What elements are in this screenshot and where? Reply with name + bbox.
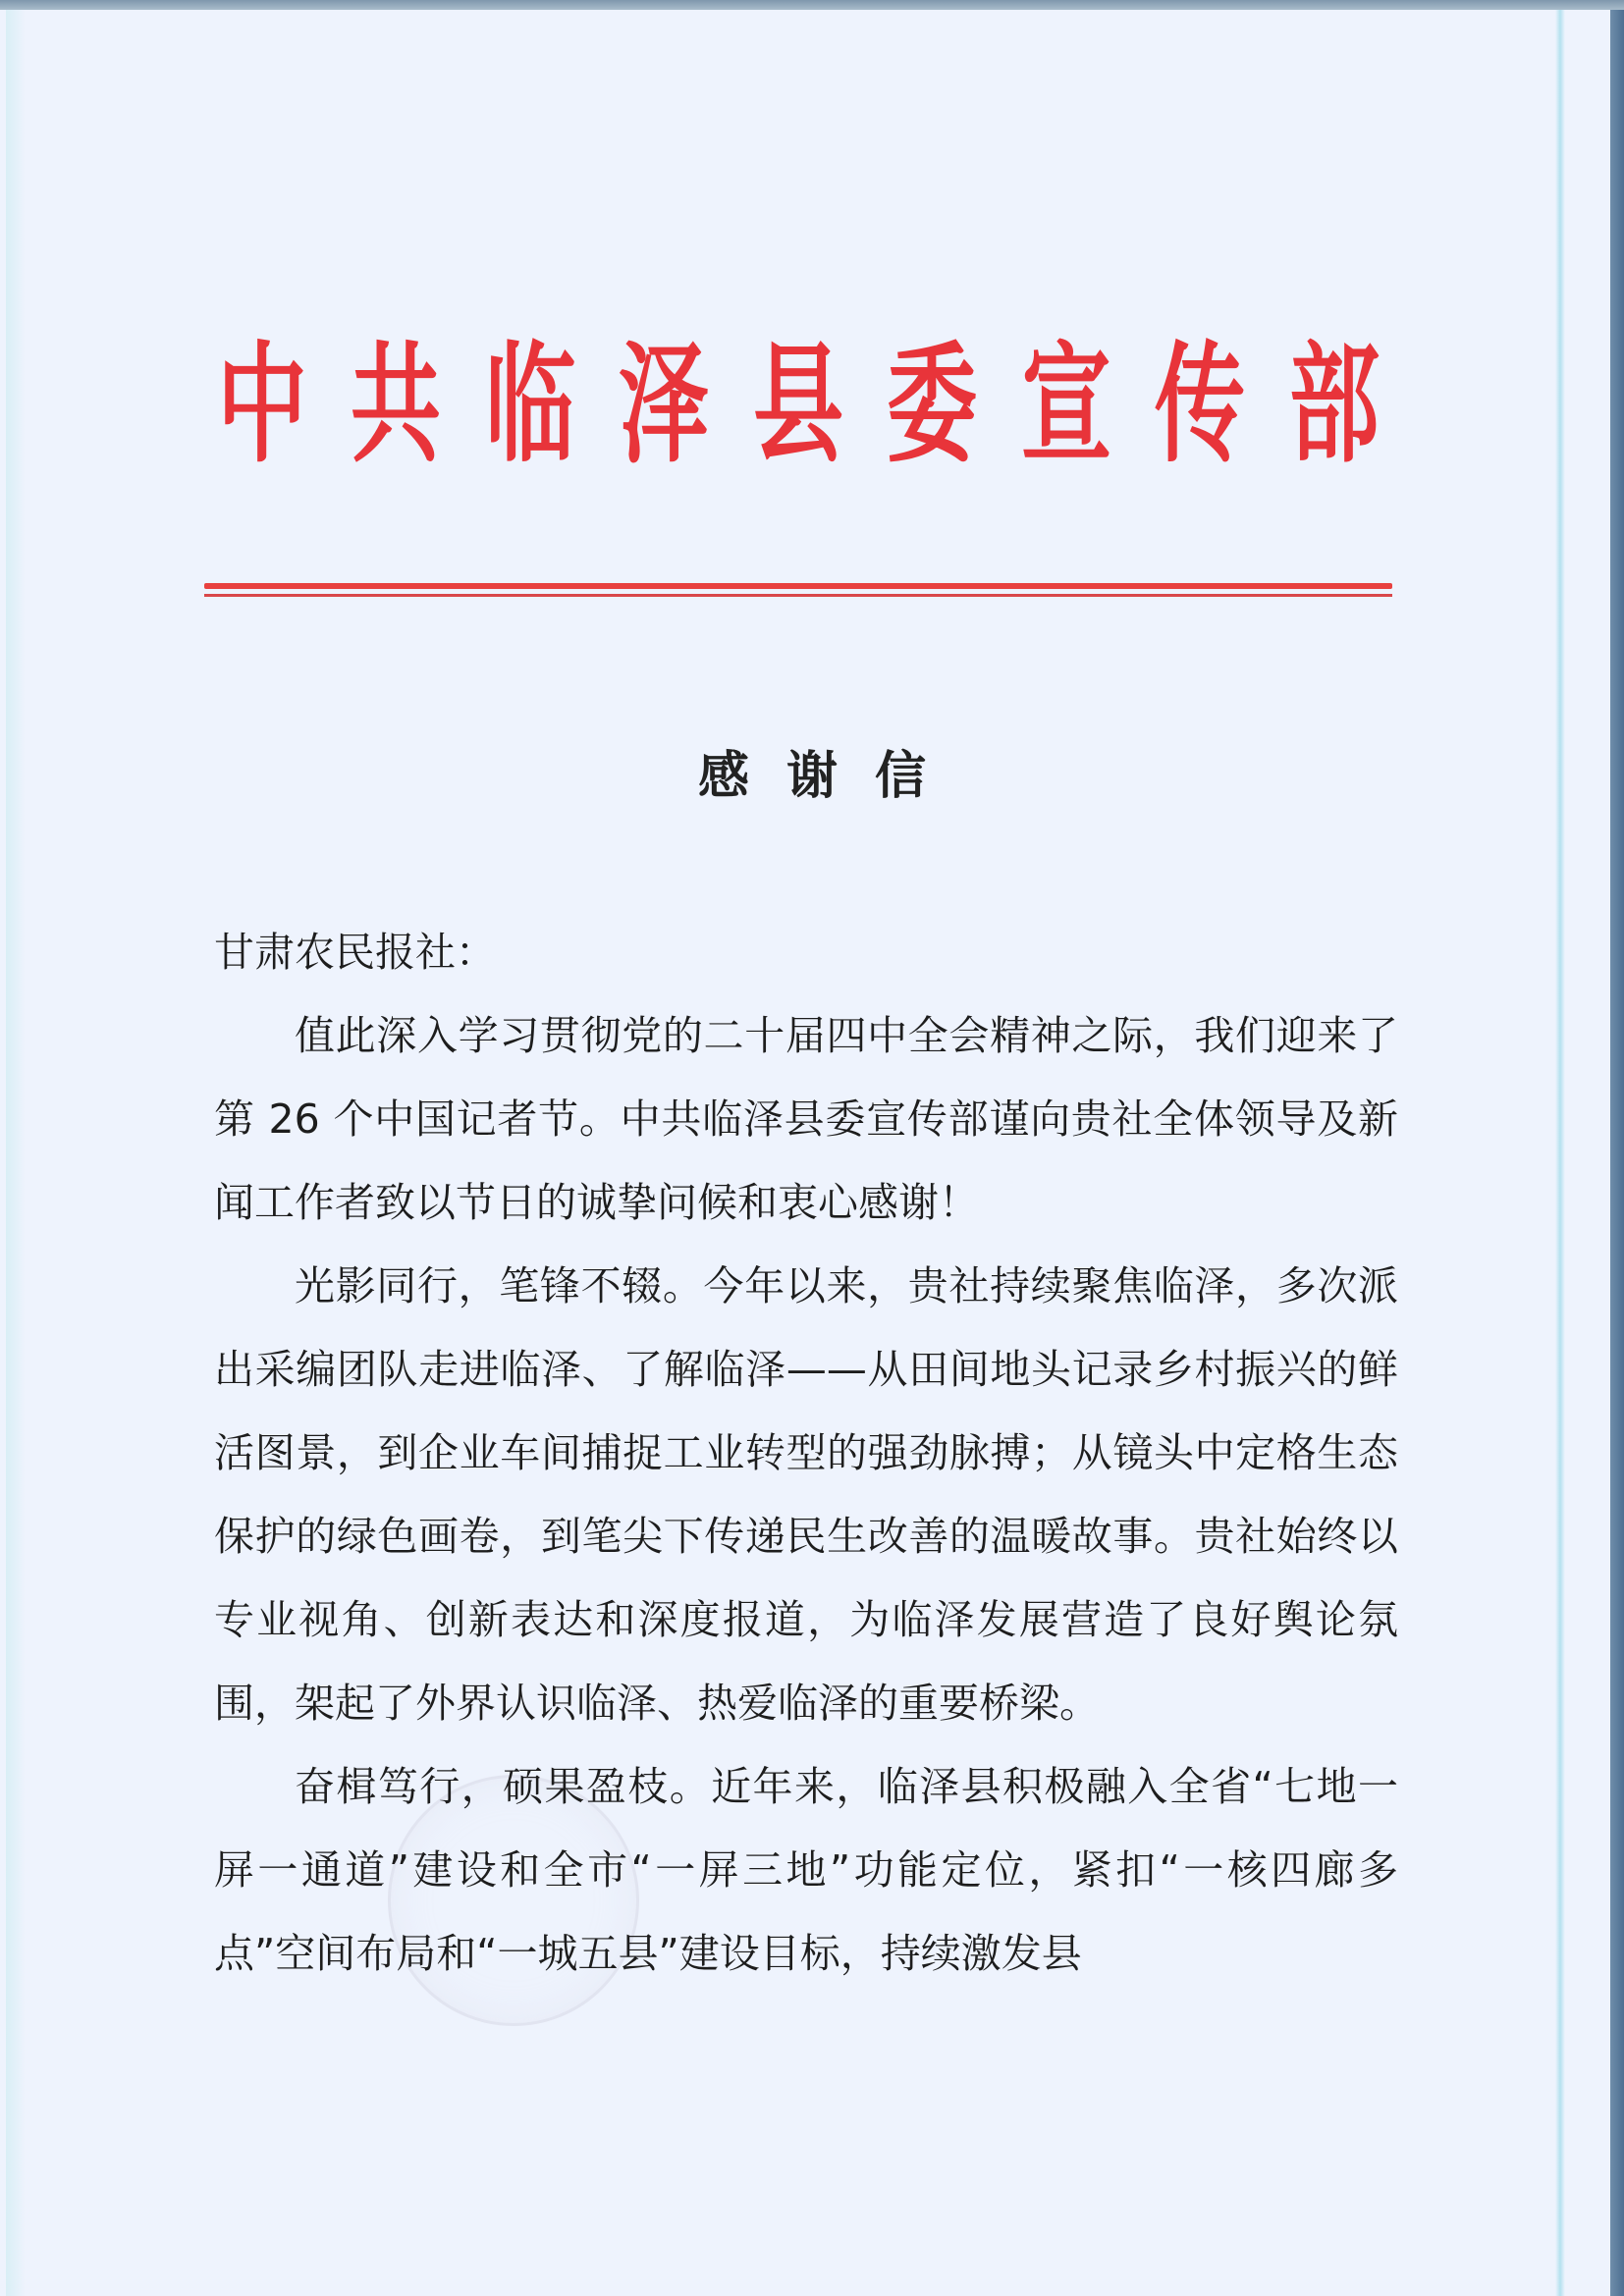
document-title: 感谢信 — [697, 746, 963, 806]
scan-artifact-left — [6, 10, 26, 2296]
scan-artifact-stripe — [1555, 10, 1565, 2296]
paragraph-greeting: 值此深入学习贯彻党的二十届四中全会精神之际，我们迎来了第 26 个中国记者节。中共临泽县委宣传部谨向贵社全体领导及新闻工作者致以节日的诚挚问候和衷心感谢！ — [214, 1012, 1398, 1226]
paragraph-achievements: 奋楫笃行，硕果盈枝。近年来，临泽县积极融入全省“七地一屏一通道”建设和全市“一屏三地”功能定位，紧扣“一核四廊多点”空间布局和“一城五县”建设目标，持续激发县 — [214, 1763, 1398, 1977]
letter-body — [214, 911, 1398, 1996]
letterhead-char: 共 — [351, 327, 442, 481]
letterhead-char: 委 — [887, 327, 978, 481]
letterhead-char: 临 — [484, 327, 576, 481]
letterhead-char: 部 — [1288, 327, 1380, 481]
paragraph-coverage: 光影同行，笔锋不辍。今年以来，贵社持续聚焦临泽，多次派出采编团队走进临泽、了解临泽——从田间地头记录乡村振兴的鲜活图景，到企业车间捕捉工业转型的强劲脉搏；从镜头中定格生态保护的绿色画卷，到笔尖下传递民生改善的温暖故事。贵社始终以专业视角、创新表达和深度报道，为临泽发展营造了良好舆论氛围，架起了外界认识临泽、热爱临泽的重要桥梁。 — [214, 1262, 1398, 1727]
scan-right-edge — [1610, 10, 1624, 2296]
scan-top-edge — [0, 0, 1624, 10]
letterhead-org-name — [204, 326, 1392, 483]
letterhead-char: 中 — [216, 327, 308, 481]
letterhead-char: 泽 — [619, 327, 710, 481]
letterhead-divider-thin — [204, 594, 1392, 597]
letterhead-char: 宣 — [1020, 327, 1111, 481]
salutation: 甘肃农民报社： — [214, 929, 496, 976]
letterhead-divider-thick — [204, 583, 1392, 589]
letterhead-char: 县 — [752, 327, 843, 481]
letterhead-char: 传 — [1155, 327, 1246, 481]
